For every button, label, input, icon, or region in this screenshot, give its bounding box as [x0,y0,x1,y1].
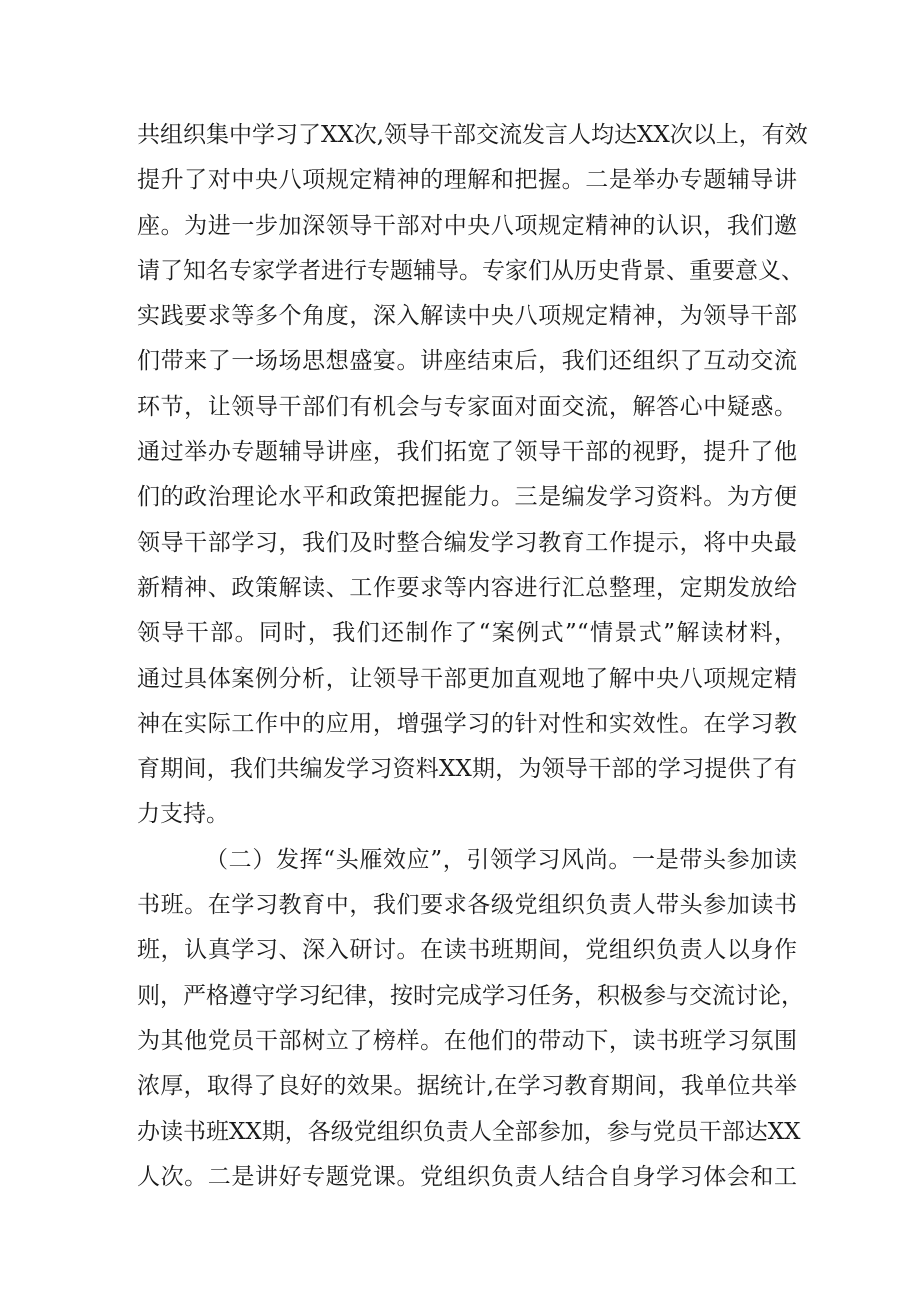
paragraph-line: 们的政治理论水平和政策把握能力。三是编发学习资料。为方便 [137,484,797,511]
paragraph-line: 人次。二是讲好专题党课。党组织负责人结合自身学习体会和工 [137,1163,797,1190]
paragraph-line: 实践要求等多个角度，深入解读中央八项规定精神，为领导干部 [137,303,797,330]
paragraph-line: 环节，让领导干部们有机会与专家面对面交流，解答心中疑惑。 [137,393,797,420]
paragraph-line: 育期间，我们共编发学习资料XX期，为领导干部的学习提供了有 [137,756,797,783]
paragraph-heading-line: （二）发挥“头雁效应”，引领学习风尚。一是带头参加读 [205,846,797,873]
paragraph-line: 神在实际工作中的应用，增强学习的针对性和实效性。在学习教 [137,710,797,737]
paragraph-line: 为其他党员干部树立了榜样。在他们的带动下，读书班学习氛围 [137,1027,797,1054]
paragraph-line: 座。为进一步加深领导干部对中央八项规定精神的认识，我们邀 [137,212,797,239]
paragraph-2 [137,838,804,1200]
paragraph-line: 浓厚，取得了良好的效果。据统计,在学习教育期间，我单位共举 [137,1073,797,1100]
paragraph-line: 们带来了一场场思想盛宴。讲座结束后，我们还组织了互动交流 [137,348,797,375]
paragraph-line: 通过具体案例分析，让领导干部更加直观地了解中央八项规定精 [137,665,797,692]
paragraph-line: 通过举办专题辅导讲座，我们拓宽了领导干部的视野，提升了他 [137,439,797,466]
paragraph-line: 请了知名专家学者进行专题辅导。专家们从历史背景、重要意义、 [137,257,804,284]
paragraph-line: 办读书班XX期，各级党组织负责人全部参加，参与党员干部达XX [137,1118,801,1145]
paragraph-line: 领导干部学习，我们及时整合编发学习教育工作提示，将中央最 [137,529,797,556]
paragraph-line: 领导干部。同时，我们还制作了“案例式”“情景式”解读材料， [137,620,797,647]
paragraph-line: 则，严格遵守学习纪律，按时完成学习任务，积极参与交流讨论， [137,982,804,1009]
paragraph-line: 新精神、政策解读、工作要求等内容进行汇总整理，定期发放给 [137,574,797,601]
paragraph-line: 提升了对中央八项规定精神的理解和把握。二是举办专题辅导讲 [137,167,797,194]
paragraph-line: 力支持。 [137,801,229,828]
paragraph-line: 班，认真学习、深入研讨。在读书班期间，党组织负责人以身作 [137,937,797,964]
paragraph-line: 书班。在学习教育中，我们要求各级党组织负责人带头参加读书 [137,892,797,919]
paragraph-1 [137,113,808,838]
paragraph-line: 共组织集中学习了XX次,领导干部交流发言人均达XX次以上，有效 [137,122,808,148]
document-body [137,113,808,1200]
